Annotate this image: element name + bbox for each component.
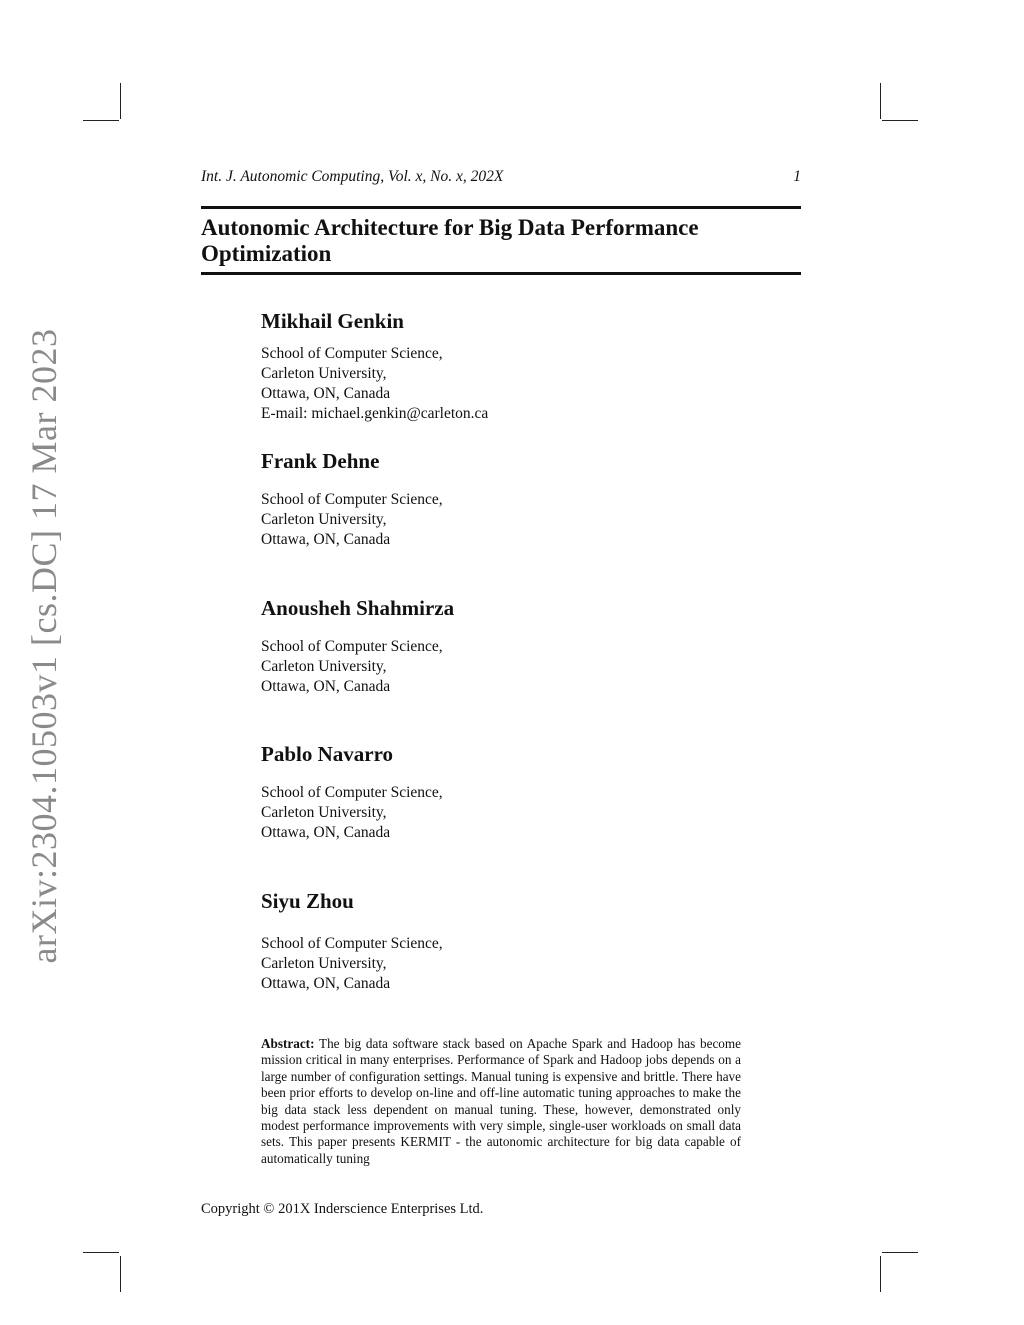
- author-name: Pablo Navarro: [261, 742, 394, 766]
- title-line-1: Autonomic Architecture for Big Data Performance: [201, 215, 699, 240]
- crop-mark-top-right-h: [882, 120, 918, 121]
- journal-name: Int. J. Autonomic Computing, Vol. x, No. x, 202X: [201, 168, 504, 185]
- abstract-label: Abstract:: [261, 1036, 315, 1051]
- paper-title: [201, 215, 801, 267]
- author-block: [261, 595, 761, 697]
- author-name: Anousheh Shahmirza: [261, 596, 455, 620]
- affiliation-line: Ottawa, ON, Canada: [261, 678, 391, 695]
- crop-mark-bottom-left-h: [83, 1252, 119, 1253]
- arxiv-stamp: arXiv:2304.10503v1 [cs.DC] 17 Mar 2023: [24, 328, 64, 964]
- crop-mark-top-right-v: [880, 83, 881, 119]
- crop-mark-bottom-right-v: [880, 1256, 881, 1292]
- affiliation-line: School of Computer Science,: [261, 784, 443, 801]
- affiliation-line: Ottawa, ON, Canada: [261, 975, 391, 992]
- affiliation-line: Carleton University,: [261, 365, 387, 382]
- author-block: [261, 448, 761, 550]
- author-block: [261, 308, 761, 424]
- affiliation-line: Ottawa, ON, Canada: [261, 385, 391, 402]
- page-number: 1: [793, 168, 801, 185]
- affiliation-line: Carleton University,: [261, 658, 387, 675]
- author-email: E-mail: michael.genkin@carleton.ca: [261, 405, 489, 422]
- crop-mark-bottom-left-v: [120, 1256, 121, 1292]
- affiliation-line: Carleton University,: [261, 511, 387, 528]
- crop-mark-bottom-right-h: [882, 1252, 918, 1253]
- abstract: [261, 1036, 741, 1167]
- crop-mark-top-left-v: [120, 83, 121, 119]
- title-rule-top: [201, 206, 801, 209]
- author-name: Siyu Zhou: [261, 889, 354, 913]
- author-block: [261, 741, 761, 843]
- crop-mark-top-left-h: [83, 120, 119, 121]
- abstract-text: The big data software stack based on Apache Spark and Hadoop has become mission critical in many enterprises. Performance of Spark and Hadoop jobs depends on a large number of configuration settings. Manual tuning is expensive and brittle. There have been prior efforts to develop on-line and off-line automatic tuning approaches to make the big data stack less dependent on manual tuning. These, however, demonstrated only modest performance improvements with very simple, single-user workloads on small data sets. This paper presents KERMIT - the autonomic architecture for big data capable of automatically tuning: [261, 1036, 742, 1166]
- affiliation-line: Carleton University,: [261, 804, 387, 821]
- author-block: [261, 888, 761, 994]
- running-head: [201, 168, 801, 186]
- copyright-notice: Copyright © 201X Inderscience Enterprises Ltd.: [201, 1201, 484, 1217]
- affiliation-line: School of Computer Science,: [261, 935, 443, 952]
- affiliation-line: Ottawa, ON, Canada: [261, 824, 391, 841]
- affiliation-line: Carleton University,: [261, 955, 387, 972]
- affiliation-line: School of Computer Science,: [261, 638, 443, 655]
- author-name: Frank Dehne: [261, 449, 380, 473]
- author-name: Mikhail Genkin: [261, 309, 404, 333]
- title-rule-bottom: [201, 272, 801, 275]
- title-line-2: Optimization: [201, 241, 332, 266]
- affiliation-line: School of Computer Science,: [261, 491, 443, 508]
- affiliation-line: School of Computer Science,: [261, 345, 443, 362]
- affiliation-line: Ottawa, ON, Canada: [261, 531, 391, 548]
